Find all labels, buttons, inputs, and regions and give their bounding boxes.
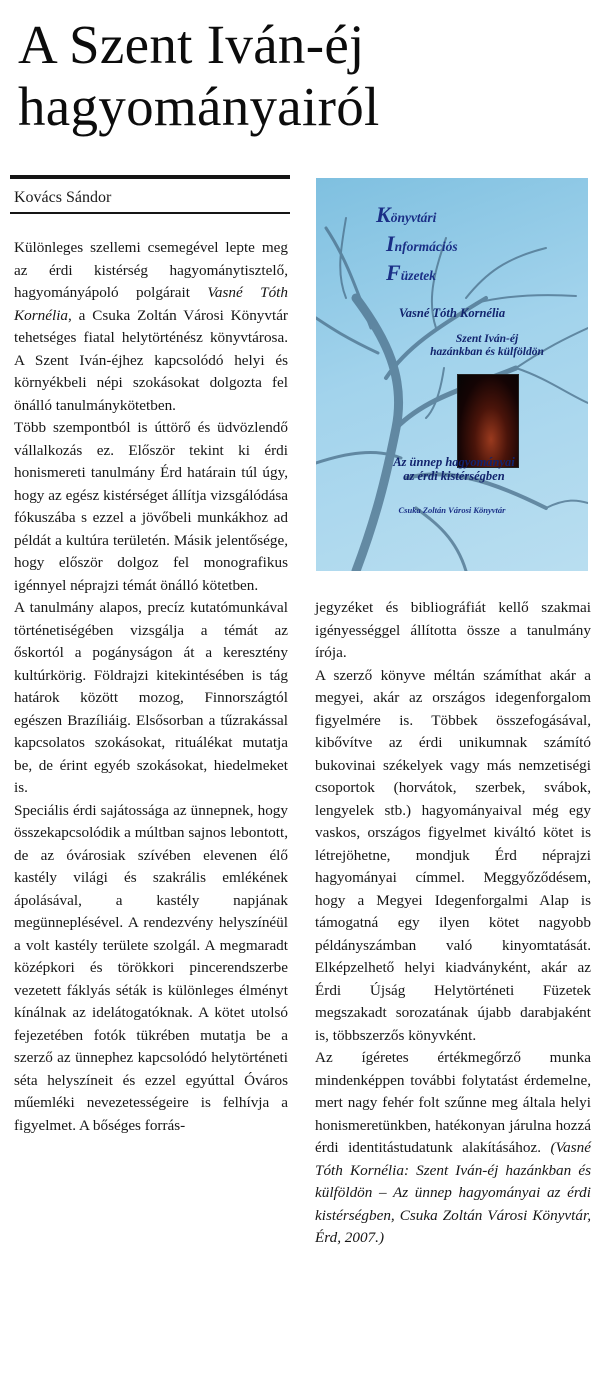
author-name: Vasné Tóth Kornélia: [14, 284, 288, 324]
book-cover-image: [316, 178, 588, 571]
article-column-right: [315, 597, 591, 1250]
paragraph-2: Több szempontból is úttörő és üdvözlendő vállalkozás ez. Először tekint ki érdi honismereti tanulmány Érd határain túl úgy, hogy az egész kistérséget állítja vizsgálódása fókuszába s ezzel a jövőbeli munkákhoz ad példát a kultúra területén. Másik jelentősége, hogy először dolgoz fel monografikus igénnyel néprajzi témát önálló kötetben.: [14, 419, 288, 594]
paragraph-4-continued: jegyzéket és bibliográfiát kellő szakmai igényességgel állította össze a tanulmány írója.: [315, 599, 591, 661]
article-author: Kovács Sándor: [14, 189, 112, 206]
cover-author: Vasné Tóth Kornélia: [398, 306, 506, 320]
paragraph-1: Különleges szellemi csemegével lepte meg az érdi kistérség hagyománytisztelő, hagyományápoló polgárait Vasné Tóth Kornélia, a Csuka Zoltán Városi Könyvtár tehetséges fiatal helytörténész könyvtárosa. A Szent Iván-éjhez kapcsolódó helyi és környékbeli népi szokásokat dolgozta fel önálló tanulmánykötetben.: [14, 239, 288, 414]
cover-series-title: [376, 202, 458, 289]
cover-bonfire-photo: [457, 374, 519, 468]
cover-series-line-3: Füzetek: [386, 260, 436, 285]
paragraph-3: A tanulmány alapos, precíz kutatómunkával történetiségében vizsgálja a témát az őskortól a pogányságon át a keresztény kultúrkörig. Földrajzi kitekintésében is tág határok között mozog, Finnországtól egészen Brazíliáig. Elsősorban a tűzrakással kapcsolatos szokásokat, rituálékat mutatja be, de érint egyéb szokásokat, hiedelmeket is.: [14, 599, 288, 796]
cover-publisher: Csuka Zoltán Városi Könyvtár: [398, 505, 506, 515]
paragraph-6: Az ígéretes értékmegőrző munka mindenképpen további folytatást érdemelne, mert nagy fehér folt szűnne meg általa helyi honismeretünkben, hatékonyan járulna hozzá érdi identitástudatunk alakításához. (Vasné Tóth Kornélia: Szent Iván-éj hazánkban és külföldön – Az ünnep hagyományai az érdi kistérségben, Csuka Zoltán Városi Könyvtár, Érd, 2007.): [315, 1049, 591, 1246]
paragraph-5: A szerző könyve méltán számíthat akár a megyei, akár az országos idegenforgalom figyelmére is. Többek összefogásával, kibővítve az érdi unikumnak számító bukovinai székelyek vagy más nemzetiségi csoportok (horvátok, szerbek, svábok, lengyelek stb.) hagyományaival még egy vaskos, országos figyelmet kiváltó kötet is létrejöhetne, mondjuk Érd néprajzi hagyományai címmel. Meggyőződésem, hogy a Megyei Idegenforgalmi Alap is támogatná egy ilyen kötet nagyobb példányszámban való kinyomtatását. Elképzelhető helyi kiadványként, akár az Érdi Újság Helytörténeti Füzetek megszakadt sorozatának újabb darabjaként is, többszerzős könyvként.: [315, 666, 591, 1044]
book-citation: (Vasné Tóth Kornélia: Szent Iván-éj hazánkban és külföldön – Az ünnep hagyományai az érdi kistérségben, Csuka Zoltán Városi Könyvtár, Érd, 2007.): [315, 1139, 591, 1246]
byline-top-rule: [10, 175, 290, 179]
byline-bottom-rule: [10, 212, 290, 214]
cover-subtitle: Az ünnep hagyományai az érdi kistérségben: [393, 455, 515, 483]
cover-title: Szent Iván-éj hazánkban és külföldön: [430, 333, 544, 358]
article-column-left: [14, 237, 288, 1137]
paragraph-4: Speciális érdi sajátossága az ünnepnek, hogy összekapcsolódik a múltban sajnos lebontott, de az óvárosiak szívében elevenen élő kastély világi és szakrális emlékének ápolásával, a kastély napjának megünneplésével. A rendezvény helyszínéül a volt kastély területe szolgál. A megmaradt középkori és törökkori pincerendszerbe vezetett fáklyás séták is különleges élményt kínálnak az idelátogatóknak. A kötet utolsó fejezetében fotók tükrében mutatja be a szerző az ünnephez kapcsolódó helytörténeti séta helyszíneit és ezzel egyúttal Óváros műemléki nevezetességeire is felhívja a figyelmet. A bőséges forrás-: [14, 801, 288, 1134]
article-title: A Szent Iván-éj hagyományairól: [18, 14, 380, 137]
cover-series-line-1: Könyvtári: [376, 202, 437, 227]
cover-series-line-2: Információs: [386, 231, 458, 256]
